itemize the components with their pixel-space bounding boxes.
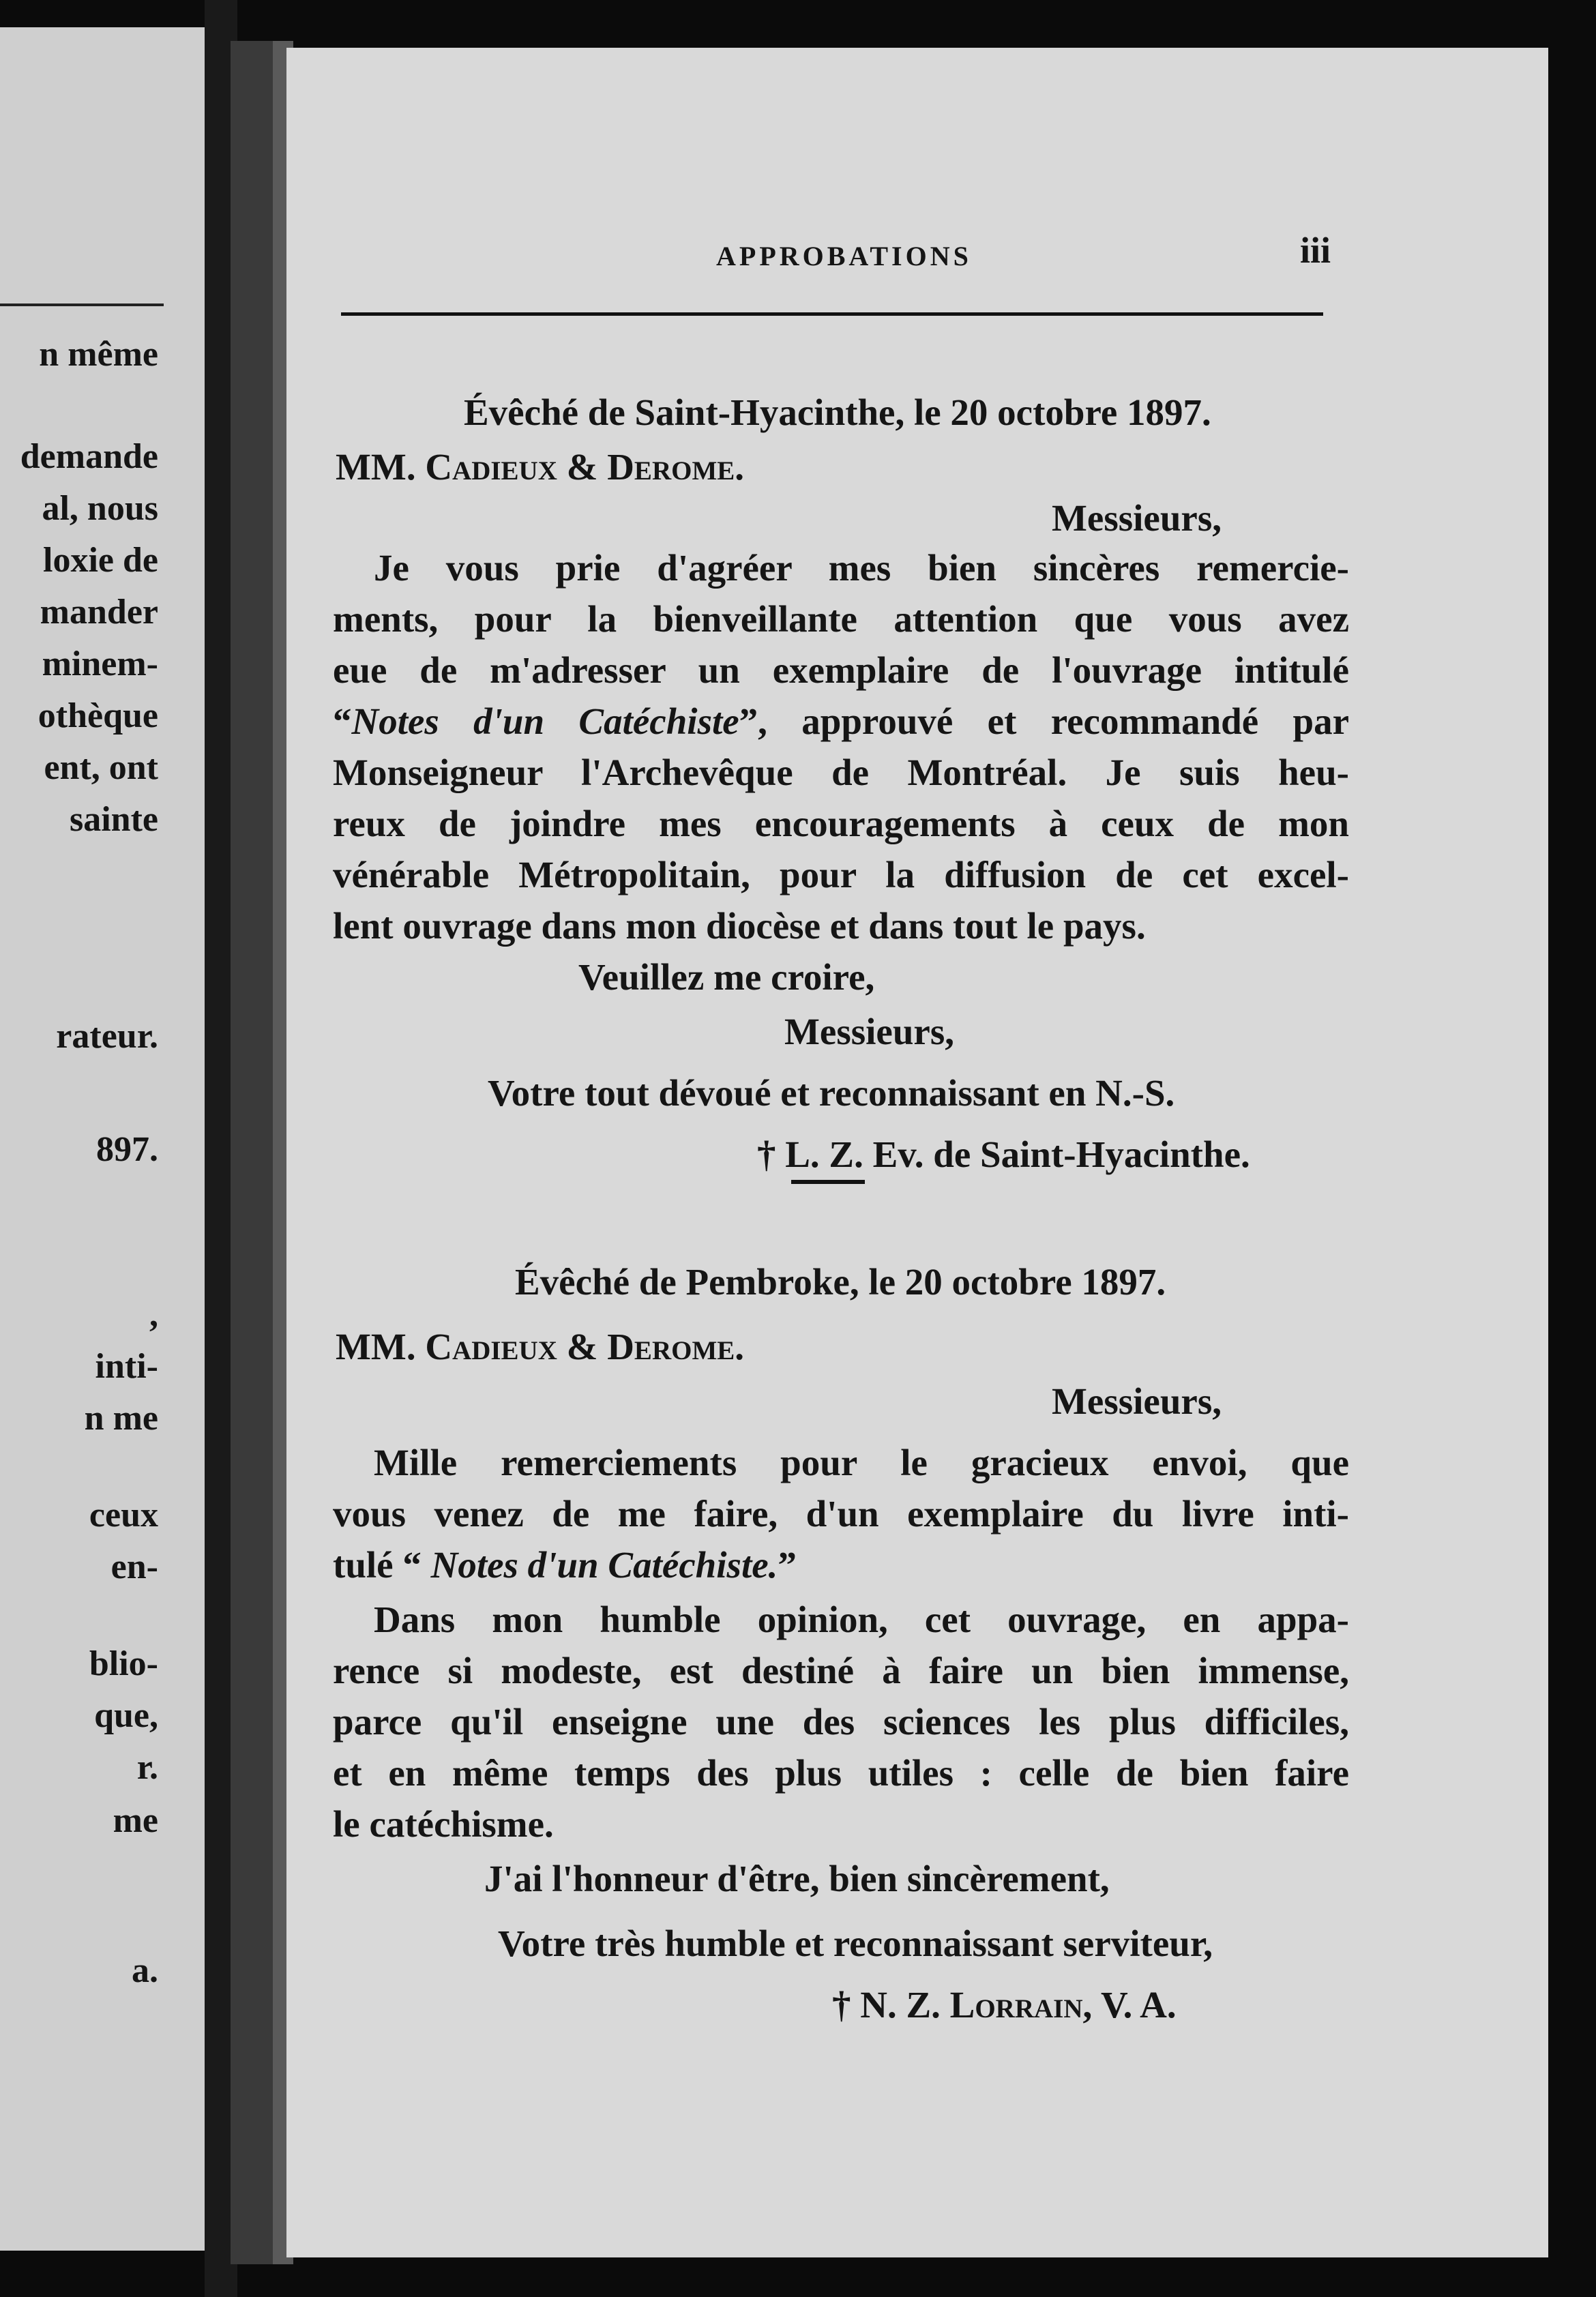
line-start: tulé “ xyxy=(333,1544,431,1586)
letter2-closing-1: J'ai l'honneur d'être, bien sincèrement, xyxy=(484,1858,1110,1899)
facing-page-line: que, xyxy=(94,1696,158,1735)
facing-page xyxy=(0,27,205,2251)
letter2-line-4: Dans mon humble opinion, cet ouvrage, en appa- xyxy=(374,1599,1349,1640)
letter1-signature: † L. Z. Ev. de Saint-Hyacinthe. xyxy=(757,1133,1250,1175)
facing-page-line: en- xyxy=(110,1547,158,1586)
facing-page-line: al, nous xyxy=(42,489,158,528)
letter1-line-1: Je vous prie d'agréer mes bien sincères remercie- xyxy=(374,547,1349,589)
letter1-line-5: Monseigneur l'Archevêque de Montréal. Je suis heu- xyxy=(333,752,1349,793)
letter1-line-2: ments, pour la bienveillante attention que vous avez xyxy=(333,598,1349,640)
facing-page-line: n même xyxy=(39,335,158,374)
letter-separator xyxy=(791,1180,865,1184)
letter2-dateline: Évêché de Pembroke, le 20 octobre 1897. xyxy=(515,1261,1166,1303)
letter2-addressee: MM. Cadieux & Derome. xyxy=(336,1326,745,1367)
letter2-line-8: le catéchisme. xyxy=(333,1803,554,1845)
facing-page-line: ent, ont xyxy=(44,748,158,787)
letter1-salutation: Messieurs, xyxy=(1052,497,1222,539)
letter1-dateline: Évêché de Saint-Hyacinthe, le 20 octobre 1897. xyxy=(464,391,1211,433)
facing-page-line: rateur. xyxy=(56,1017,158,1056)
running-head: APPROBATIONS xyxy=(716,241,972,271)
letter2-line-2: vous venez de me faire, d'un exemplaire du livre inti- xyxy=(333,1493,1349,1535)
facing-page-line: , xyxy=(149,1295,158,1334)
facing-page-line: 897. xyxy=(96,1130,158,1169)
letter1-closing-3: Votre tout dévoué et reconnaissant en N.-S. xyxy=(488,1072,1175,1114)
letter2-salutation: Messieurs, xyxy=(1052,1380,1222,1422)
letter1-line-3: eue de m'adresser un exemplaire de l'ouvrage intitulé xyxy=(333,649,1349,691)
facing-page-line: r. xyxy=(136,1748,158,1787)
book-title: Notes d'un Catéchiste. xyxy=(430,1544,778,1586)
facing-page-line: blio- xyxy=(89,1644,158,1683)
facing-page-line: loxie de xyxy=(43,541,158,580)
letter2-line-3 xyxy=(333,1541,797,1589)
facing-page-line: ceux xyxy=(89,1496,158,1535)
facing-page-line: sainte xyxy=(70,800,158,839)
letter1-closing-2: Messieurs, xyxy=(784,1011,954,1052)
header-rule xyxy=(341,312,1323,316)
letter2-line-7: et en même temps des plus utiles : celle de bien faire xyxy=(333,1752,1349,1794)
letter2-line-1: Mille remerciements pour le gracieux envoi, que xyxy=(374,1442,1349,1483)
letter1-line-7: vénérable Métropolitain, pour la diffusion de cet excel- xyxy=(333,854,1349,895)
facing-page-line: me xyxy=(113,1801,158,1840)
book-page xyxy=(286,48,1548,2257)
book-title: Notes d'un Catéchiste xyxy=(351,700,739,742)
letter1-line-4 xyxy=(333,698,1349,745)
facing-page-line: demande xyxy=(20,437,158,476)
quote-close: ” xyxy=(778,1544,797,1586)
facing-page-line: othèque xyxy=(38,696,158,735)
facing-page-line: n me xyxy=(84,1399,158,1438)
letter1-line-6: reux de joindre mes encouragements à ceux de mon xyxy=(333,803,1349,844)
letter1-closing-1: Veuillez me croire, xyxy=(578,956,875,998)
page-number: iii xyxy=(1300,230,1331,271)
letter2-signature: † N. Z. Lorrain, V. A. xyxy=(832,1984,1177,2026)
letter1-line-8: lent ouvrage dans mon diocèse et dans tout le pays. xyxy=(333,905,1146,947)
facing-page-line: inti- xyxy=(95,1347,158,1386)
facing-page-rule xyxy=(0,303,164,306)
quote-open: “ xyxy=(333,700,352,742)
facing-page-line: mander xyxy=(40,593,158,632)
letter1-addressee: MM. Cadieux & Derome. xyxy=(336,446,745,488)
letter2-line-6: parce qu'il enseigne une des sciences les plus difficiles, xyxy=(333,1701,1349,1743)
facing-page-line: a. xyxy=(132,1951,158,1990)
facing-page-line: minem- xyxy=(42,644,158,683)
letter2-closing-2: Votre très humble et reconnaissant serviteur, xyxy=(498,1923,1213,1964)
line-rest: ”, approuvé et recommandé par xyxy=(739,700,1349,742)
letter2-line-5: rence si modeste, est destiné à faire un bien immense, xyxy=(333,1650,1349,1691)
